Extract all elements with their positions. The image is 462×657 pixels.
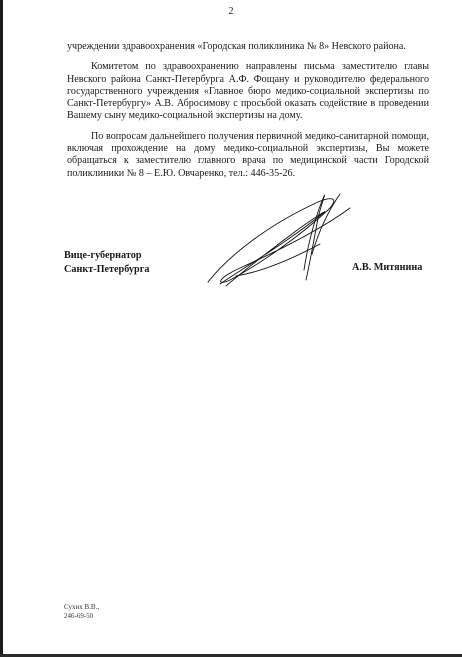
signatory-title-line1: Вице-губернатор <box>64 250 142 261</box>
signatory-name: А.В. Митянина <box>352 262 423 273</box>
executor-phone: 246-69-50 <box>64 612 94 620</box>
executor-name: Сухих В.В., <box>64 603 100 611</box>
paragraph-continuation: учреждении здравоохранения «Городская поликлиника № 8» Невского района. <box>67 41 406 52</box>
handwritten-signature <box>200 184 360 294</box>
signatory-title <box>64 249 149 277</box>
scan-left-edge <box>0 0 3 657</box>
executor-info <box>64 603 99 621</box>
signatory-title-line2: Санкт-Петербурга <box>64 264 150 275</box>
paragraph-contact-info: По вопросам дальнейшего получения первичной медико-санитарной помощи, включая прохождение на дому медико-социальной экспертизы, Вы можете обращаться к заместителю главного врача по медицинской части Городской поликлиники № 8 – Е.Ю. Овчаренко, тел.: 446-35-26. <box>67 130 429 179</box>
paragraph-committee-letters: Комитетом по здравоохранению направлены письма заместителю главы Невского района Санкт-Петербурга А.Ф. Фощану и руководителю федерального государственного учреждения «Главное бюро медико-социальной экспертизы по Санкт-Петербургу» А.В. Абросимову с просьбой оказать содействие в проведении Вашему сыну медико-социальной экспертизы на дому. <box>67 61 429 122</box>
page-number: 2 <box>228 6 234 17</box>
letter-body <box>67 41 429 181</box>
